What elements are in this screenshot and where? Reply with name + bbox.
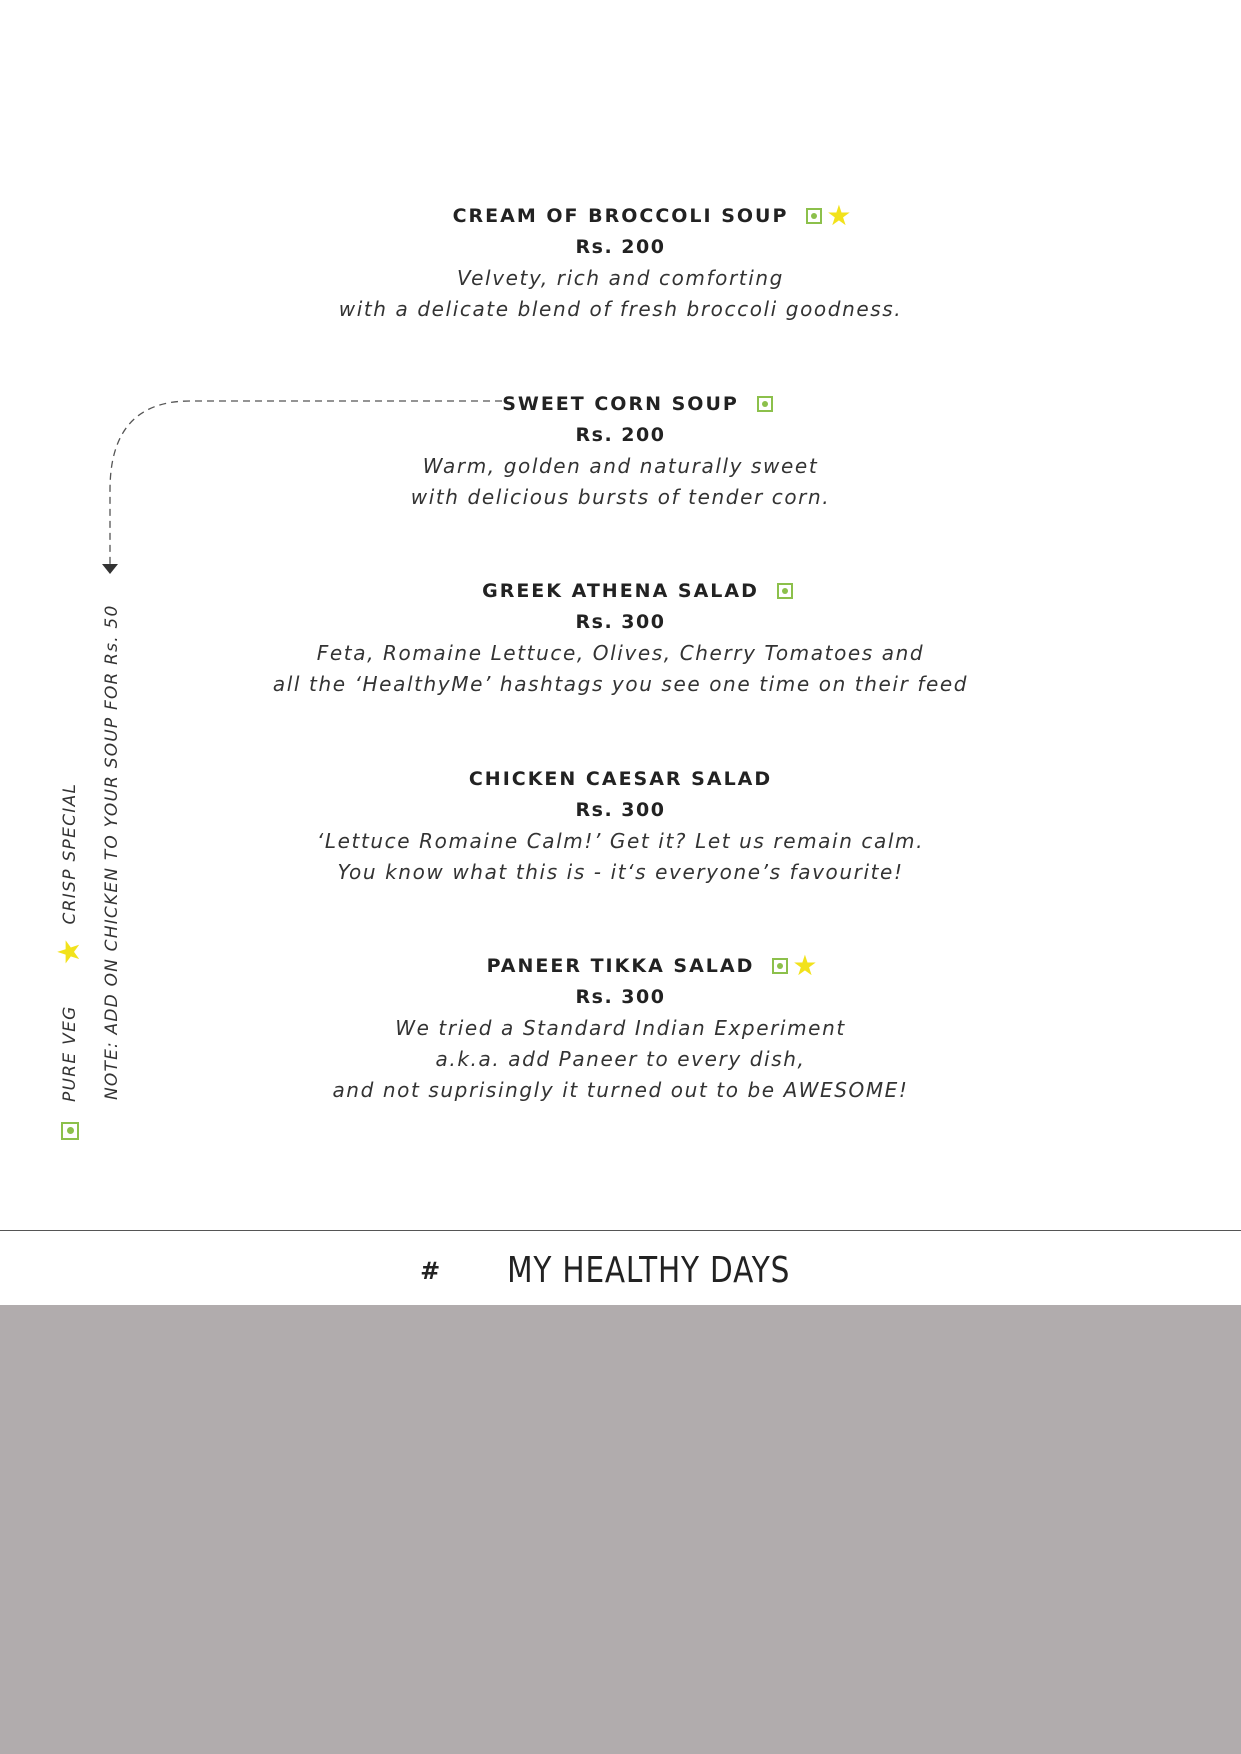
star-icon: ★ [826,199,854,232]
legend-veg-label: PURE VEG [60,1005,80,1102]
item-name [482,575,759,607]
item-marks [754,950,819,982]
item-price: Rs. 200 [575,236,666,258]
footer-band [0,1305,1241,1754]
item-description-line: and not suprisingly it turned out to be AWESOME! [332,1078,909,1102]
item-price: Rs. 300 [575,611,666,633]
footer-divider [0,1230,1241,1231]
item-name [486,949,820,982]
legend-special-label: CRISP SPECIAL [60,782,80,925]
star-icon: ★ [52,938,87,966]
item-description-line: We tried a Standard Indian Experiment [395,1016,846,1040]
item-price: Rs. 300 [575,986,666,1008]
item-name [452,199,854,232]
footer-title-text: MY HEALTHY DAYS [506,1250,790,1291]
item-name-text: CREAM OF BROCCOLI SOUP [452,205,789,227]
item-description-line: with a delicate blend of fresh broccoli goodness. [338,297,903,321]
chicken-addon-note: NOTE: ADD ON CHICKEN TO YOUR SOUP FOR Rs. 50 [102,604,122,1100]
item-name [502,388,739,420]
veg-icon [61,1122,79,1140]
item-description-line: a.k.a. add Paneer to every dish, [435,1047,806,1071]
veg-icon [777,583,793,599]
item-description-line: Velvety, rich and comforting [457,266,784,290]
item-description-line: all the ‘HealthyMe’ hashtags you see one time on their feed [272,672,969,696]
item-price: Rs. 200 [575,424,666,446]
legend-row [52,782,87,1140]
footer-hash: # [420,1257,442,1285]
item-name-text: PANEER TIKKA SALAD [486,955,755,977]
item-name-text: SWEET CORN SOUP [502,393,739,415]
menu-item-chicken-caesar-salad [0,763,1241,888]
item-marks [788,200,853,232]
item-price: Rs. 300 [575,799,666,821]
connector-arrow-icon [90,390,510,590]
item-name [469,763,772,795]
veg-icon [806,208,822,224]
veg-icon [757,396,773,412]
menu-item-cream-of-broccoli-soup [0,200,1241,325]
item-description-line: with delicious bursts of tender corn. [410,485,831,509]
item-marks [739,388,773,420]
item-description-line: Feta, Romaine Lettuce, Olives, Cherry Tomatoes and [316,641,925,665]
menu-item-greek-athena-salad [0,575,1241,700]
item-name-text: CHICKEN CAESAR SALAD [468,768,773,790]
menu-item-paneer-tikka-salad [0,950,1241,1106]
legend [52,782,96,1180]
item-description-line: ‘Lettuce Romaine Calm!’ Get it? Let us remain calm. [316,829,925,853]
star-icon: ★ [792,949,820,982]
item-description-line: Warm, golden and naturally sweet [422,454,819,478]
item-name-text: GREEK ATHENA SALAD [482,580,759,602]
veg-icon [772,958,788,974]
item-marks [759,575,793,607]
footer-title [0,1236,1241,1304]
item-description-line: You know what this is - it‘s everyone’s favourite! [337,860,904,884]
